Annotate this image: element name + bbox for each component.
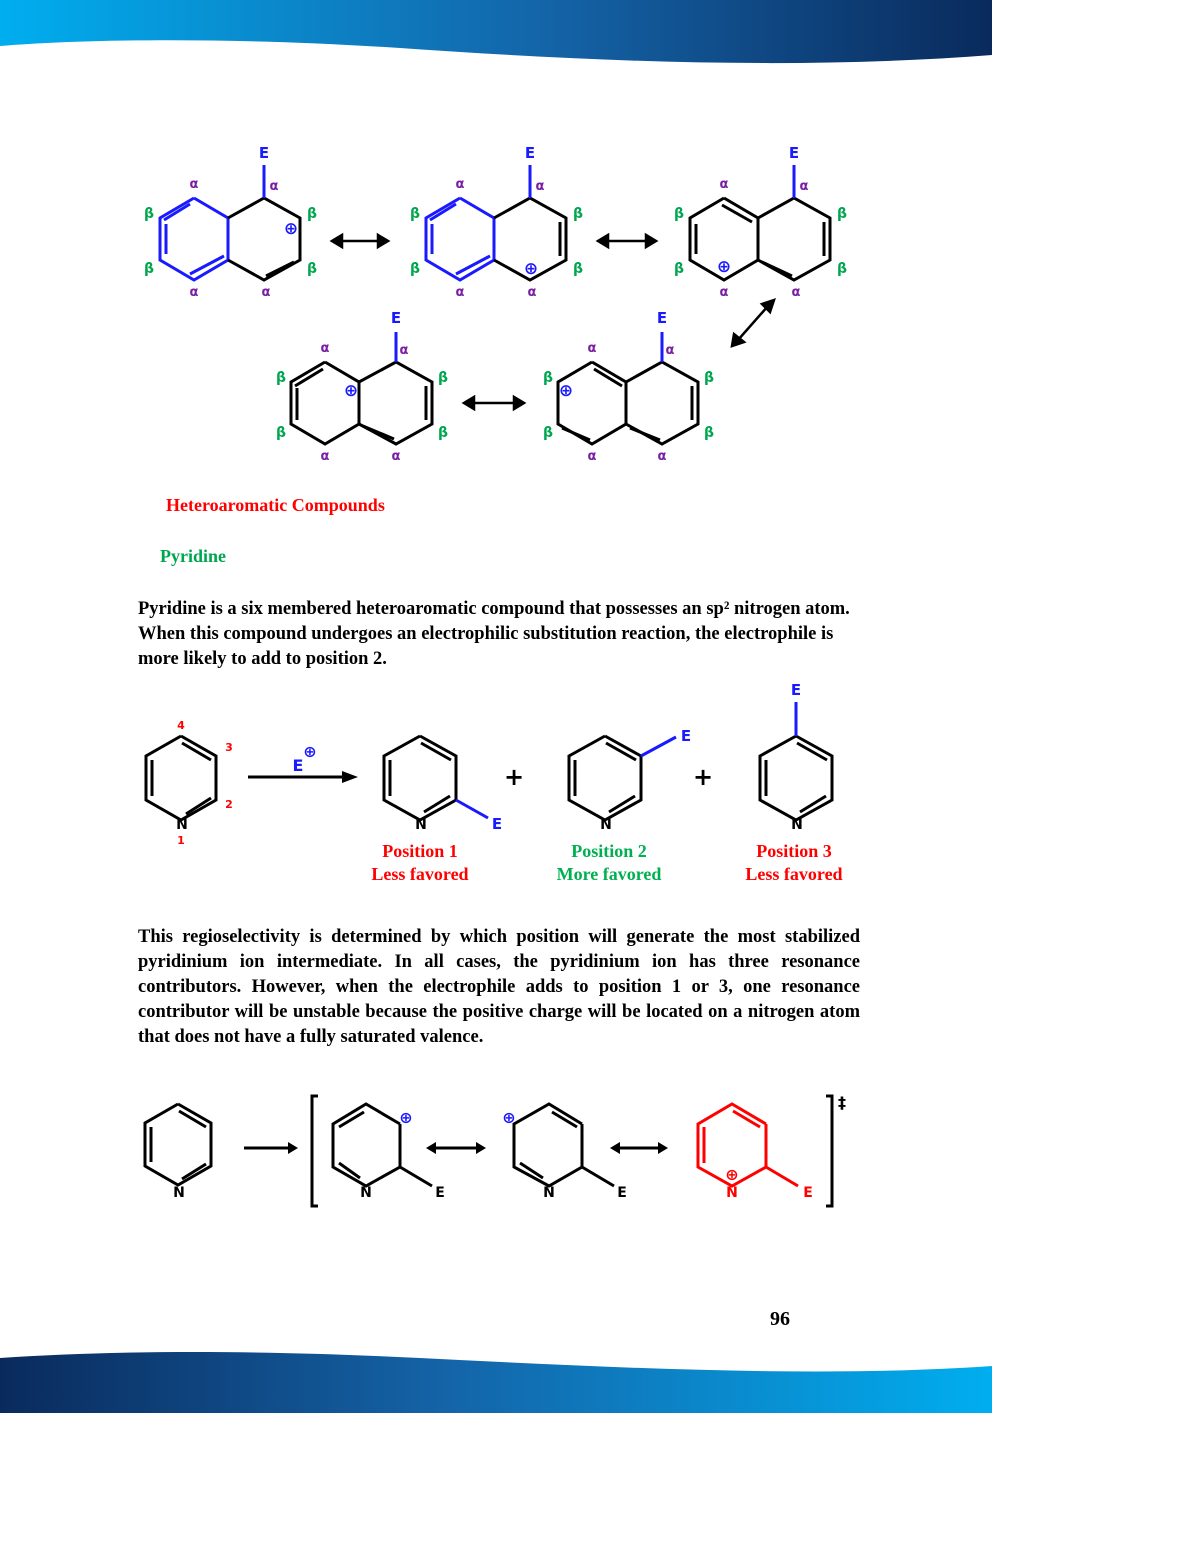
- alpha-label: α: [665, 343, 675, 358]
- beta-label: β: [703, 370, 715, 386]
- alpha-label: α: [399, 343, 409, 358]
- beta-label: β: [437, 425, 449, 441]
- beta-label: β: [542, 370, 554, 386]
- beta-label: β: [703, 425, 715, 441]
- pyridine-start: [145, 1104, 211, 1185]
- alpha-label: α: [269, 179, 279, 194]
- beta-label: β: [542, 425, 554, 441]
- bracket-right: [826, 1096, 832, 1206]
- alpha-label: α: [189, 177, 199, 192]
- alpha-label: α: [261, 285, 271, 300]
- electrophile-label: E: [803, 1185, 813, 1201]
- contributor-2: [514, 1104, 614, 1186]
- positive-charge-icon: ⊕: [283, 219, 299, 239]
- bracket-left: [312, 1096, 318, 1206]
- electrophile-reagent-label: E: [292, 756, 304, 775]
- alpha-label: α: [189, 285, 199, 300]
- product-2-status: More favored: [556, 864, 662, 884]
- positive-charge-icon: ⊕: [343, 381, 359, 401]
- beta-label: β: [437, 370, 449, 386]
- electrophile-label: E: [656, 309, 668, 327]
- nitrogen-atom-label: N: [791, 817, 803, 833]
- intro-paragraph: Pyridine is a six membered heteroaromatic compound that possesses an sp² nitrogen atom. When this compound undergoes an electrophilic substitution reaction, the electrophile is more likely to add to position 2.: [138, 599, 850, 669]
- electrophile-label: E: [435, 1185, 445, 1201]
- alpha-label: α: [719, 285, 729, 300]
- nitrogen-atom-label: N: [415, 817, 427, 833]
- positive-charge-icon: ⊕: [399, 1108, 413, 1127]
- alpha-label: α: [455, 177, 465, 192]
- beta-label: β: [306, 206, 318, 222]
- alpha-label: α: [320, 341, 330, 356]
- regioselectivity-paragraph: This regioselectivity is determined by which position will generate the most stabilized pyridinium ion intermediate. In all cases, the pyridinium ion has three resonance contributors. However, when the electrophile adds to position 1 or 3, one resonance contributor will be unstable because the positive charge will be located on a nitrogen atom that does not have a fully saturated valence.: [138, 927, 860, 1047]
- electrophile-label: E: [390, 309, 402, 327]
- beta-label: β: [673, 206, 685, 222]
- beta-label: β: [572, 261, 584, 277]
- electrophile-label: E: [491, 815, 503, 833]
- nitrogen-atom-label: N: [176, 817, 188, 833]
- alpha-label: α: [719, 177, 729, 192]
- alpha-label: α: [527, 285, 537, 300]
- alpha-label: α: [657, 449, 667, 464]
- alpha-label: α: [320, 449, 330, 464]
- page-number: 96: [770, 1308, 790, 1330]
- electrophile-label: E: [617, 1185, 627, 1201]
- product-3-position: Position 3: [756, 841, 832, 861]
- beta-label: β: [275, 425, 287, 441]
- nitrogen-atom-label: N: [173, 1185, 185, 1201]
- alpha-label: α: [535, 179, 545, 194]
- pyridine-heading: Pyridine: [160, 546, 226, 566]
- heteroaromatic-heading: Heteroaromatic Compounds: [166, 495, 385, 515]
- positive-charge-icon: ⊕: [502, 1108, 516, 1127]
- contributor-3-unstable: [698, 1104, 798, 1186]
- nitrogen-atom-label: N: [543, 1185, 555, 1201]
- product-1-position: Position 1: [382, 841, 458, 861]
- positive-charge-icon: ⊕: [725, 1165, 739, 1184]
- beta-label: β: [409, 261, 421, 277]
- position-number-1: 1: [177, 834, 185, 847]
- position-number-3: 3: [225, 741, 233, 754]
- beta-label: β: [143, 206, 155, 222]
- electrophile-label: E: [680, 727, 692, 745]
- contributor-1: [333, 1104, 432, 1186]
- nitrogen-atom-label: N: [726, 1185, 738, 1201]
- positive-charge-icon: ⊕: [716, 257, 732, 277]
- transition-dagger-label: ‡: [838, 1093, 846, 1112]
- positive-charge-icon: ⊕: [523, 259, 539, 279]
- beta-label: β: [836, 261, 848, 277]
- position-number-4: 4: [177, 719, 185, 732]
- alpha-label: α: [391, 449, 401, 464]
- beta-label: β: [836, 206, 848, 222]
- plus-sign: +: [503, 763, 525, 791]
- position-number-2: 2: [225, 798, 233, 811]
- product-1-status: Less favored: [371, 864, 469, 884]
- alpha-label: α: [799, 179, 809, 194]
- beta-label: β: [143, 261, 155, 277]
- alpha-label: α: [587, 341, 597, 356]
- nitrogen-atom-label: N: [600, 817, 612, 833]
- electrophile-label: E: [788, 144, 800, 162]
- beta-label: β: [306, 261, 318, 277]
- alpha-label: α: [791, 285, 801, 300]
- electrophile-label: E: [790, 681, 802, 699]
- beta-label: β: [572, 206, 584, 222]
- product-3-status: Less favored: [745, 864, 843, 884]
- beta-label: β: [275, 370, 287, 386]
- positive-charge-icon: ⊕: [558, 381, 574, 401]
- product-2-position: Position 2: [571, 841, 647, 861]
- electrophile-label: E: [524, 144, 536, 162]
- electrophile-label: E: [258, 144, 270, 162]
- alpha-label: α: [455, 285, 465, 300]
- plus-sign: +: [692, 763, 714, 791]
- electrophile-charge-icon: ⊕: [303, 742, 317, 761]
- beta-label: β: [673, 261, 685, 277]
- beta-label: β: [409, 206, 421, 222]
- nitrogen-atom-label: N: [360, 1185, 372, 1201]
- alpha-label: α: [587, 449, 597, 464]
